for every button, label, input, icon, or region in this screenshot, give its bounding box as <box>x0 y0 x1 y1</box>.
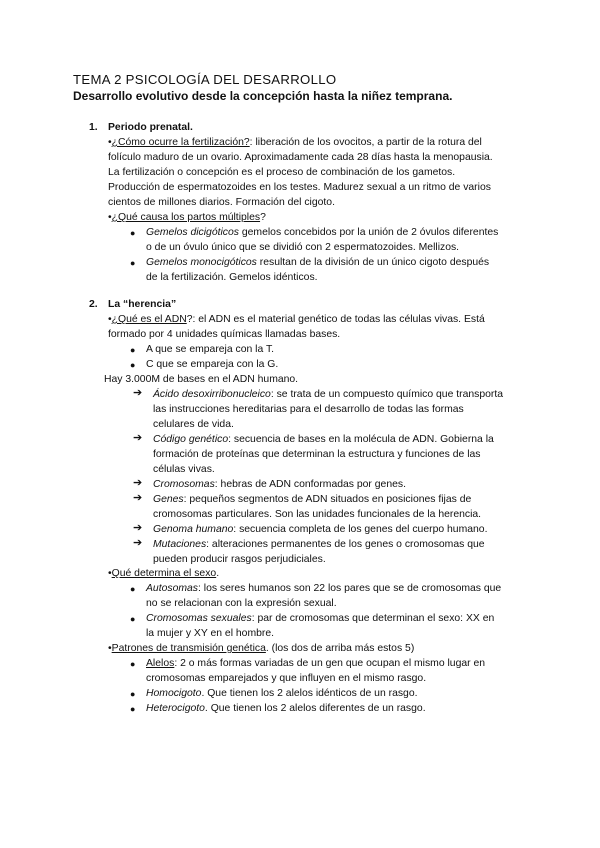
bullet-dot-icon: ● <box>130 584 136 594</box>
list-item <box>153 522 487 538</box>
question-label: ¿Cómo ocurre la fertilización? <box>111 137 250 148</box>
question-label: Patrones de transmisión genética <box>111 643 266 654</box>
arrow-right-icon: ➔ <box>133 432 143 444</box>
list-item <box>153 387 503 403</box>
list-item: A que se empareja con la T. <box>146 344 275 355</box>
question-sex <box>108 566 219 582</box>
question-text: . <box>216 568 220 579</box>
term: Alelos <box>146 658 175 669</box>
definition: : par de cromosomas que determinan el sexo: XX en <box>251 613 495 624</box>
definition: : 2 o más formas variadas de un gen que ocupan el mismo lugar en <box>174 658 486 669</box>
list-item-continued: cromosomas emparejados y que influyen en el mismo rasgo. <box>146 673 427 684</box>
term: Ácido desoxirribonucleico <box>153 389 271 400</box>
arrow-right-icon: ➔ <box>133 477 143 489</box>
list-item <box>146 581 501 597</box>
definition: : se trata de un compuesto químico que transporta <box>270 389 504 400</box>
bullet-dot-icon: ● <box>130 614 136 624</box>
term: Heterocigoto <box>146 703 205 714</box>
term: Autosomas <box>146 583 198 594</box>
list-item-continued: celulares de vida. <box>153 419 234 430</box>
definition: : secuencia completa de los genes del cuerpo humano. <box>233 524 488 535</box>
list-item <box>146 255 489 271</box>
list-item <box>153 537 485 553</box>
question-text: ? <box>260 212 266 223</box>
page-subtitle: Desarrollo evolutivo desde la concepción hasta la niñez temprana. <box>73 89 453 103</box>
list-item: C que se empareja con la G. <box>146 359 279 370</box>
question-label: Qué determina el sexo <box>111 568 217 579</box>
paragraph-line: folículo maduro de un ovario. Aproximadamente cada 28 días hasta la menopausia. <box>108 152 493 163</box>
bullet-dot-icon: ● <box>130 704 136 714</box>
bullet-marker: • <box>108 314 112 325</box>
list-item-continued: la mujer y XY en el hombre. <box>146 628 275 639</box>
arrow-right-icon: ➔ <box>133 492 143 504</box>
term: Código genético <box>153 434 229 445</box>
question-dna <box>108 312 485 328</box>
paragraph-line: Producción de espermatozoides en los testes. Madurez sexual a un ritmo de varios <box>108 182 491 193</box>
question-text: ?: el ADN es el material genético de todas las células vivas. Está <box>186 314 485 325</box>
term: Gemelos dicigóticos <box>146 227 239 238</box>
bullet-dot-icon: ● <box>130 659 136 669</box>
list-item <box>153 492 471 508</box>
bullet-marker: • <box>108 137 112 148</box>
question-label: ¿Qué causa los partos múltiples <box>111 212 261 223</box>
definition: : pequeños segmentos de ADN situados en posiciones fijas de <box>183 494 472 505</box>
bullet-dot-icon: ● <box>130 360 136 370</box>
question-text: . (los dos de arriba más estos 5) <box>265 643 415 654</box>
question-fertilization <box>108 135 482 151</box>
bullet-marker: • <box>108 212 112 223</box>
list-item-continued: pueden producir rasgos perjudiciales. <box>153 554 326 565</box>
page-title: TEMA 2 PSICOLOGÍA DEL DESARROLLO <box>73 72 337 87</box>
definition: : los seres humanos son 22 los pares que se de cromosomas que <box>197 583 502 594</box>
definition: resultan de la división de un único cigoto después <box>256 257 490 268</box>
question-multiple-births <box>108 210 266 226</box>
definition: : alteraciones permanentes de los genes o cromosomas que <box>206 539 485 550</box>
list-item <box>153 477 406 493</box>
list-item <box>146 686 418 702</box>
list-item-continued: de la fertilización. Gemelos idénticos. <box>146 272 318 283</box>
list-item-continued: células vivas. <box>153 464 215 475</box>
term: Cromosomas <box>153 479 215 490</box>
term: Homocigoto <box>146 688 202 699</box>
definition: : hebras de ADN conformadas por genes. <box>214 479 406 490</box>
section-1-heading: Periodo prenatal. <box>108 122 193 133</box>
bullet-marker: • <box>108 568 112 579</box>
definition: . Que tienen los 2 alelos idénticos de un rasgo. <box>201 688 418 699</box>
term: Genoma humano <box>153 524 234 535</box>
question-transmission <box>108 641 414 657</box>
arrow-right-icon: ➔ <box>133 522 143 534</box>
term: Cromosomas sexuales <box>146 613 252 624</box>
bullet-dot-icon: ● <box>130 258 136 268</box>
definition: . Que tienen los 2 alelos diferentes de un rasgo. <box>204 703 426 714</box>
list-item <box>146 611 494 627</box>
list-item-continued: cromosomas particulares. Son las unidades funcionales de la herencia. <box>153 509 482 520</box>
list-item-continued: o de un óvulo único que se dividió con 2 espermatozoides. Mellizos. <box>146 242 460 253</box>
list-item <box>153 432 494 448</box>
paragraph-line: cientos de millones diarios. Formación del cigoto. <box>108 197 335 208</box>
list-item-continued: formación de proteínas que determinan la estructura y funciones de las <box>153 449 481 460</box>
section-2-number: 2. <box>89 299 98 310</box>
term: Mutaciones <box>153 539 207 550</box>
question-label: ¿Qué es el ADN <box>111 314 187 325</box>
list-item-continued: las instrucciones hereditarias para el desarrollo de todas las formas <box>153 404 464 415</box>
list-item <box>146 701 426 717</box>
arrow-right-icon: ➔ <box>133 537 143 549</box>
section-1-number: 1. <box>89 122 98 133</box>
arrow-right-icon: ➔ <box>133 387 143 399</box>
term: Gemelos monocigóticos <box>146 257 257 268</box>
paragraph-line: La fertilización o concepción es el proceso de combinación de los gametos. <box>108 167 456 178</box>
list-item-continued: no se relacionan con la expresión sexual. <box>146 598 337 609</box>
term: Genes <box>153 494 184 505</box>
list-item <box>146 656 485 672</box>
bullet-dot-icon: ● <box>130 228 136 238</box>
paragraph-line: Hay 3.000M de bases en el ADN humano. <box>104 374 299 385</box>
list-item <box>146 225 498 241</box>
bullet-dot-icon: ● <box>130 345 136 355</box>
question-text: : liberación de los ovocitos, a partir de la rotura del <box>249 137 482 148</box>
definition: gemelos concebidos por la unión de 2 óvulos diferentes <box>238 227 499 238</box>
paragraph-line: formado por 4 unidades químicas llamadas bases. <box>108 329 341 340</box>
bullet-marker: • <box>108 643 112 654</box>
bullet-dot-icon: ● <box>130 689 136 699</box>
definition: : secuencia de bases en la molécula de ADN. Gobierna la <box>228 434 494 445</box>
section-2-heading: La “herencia” <box>108 299 177 310</box>
